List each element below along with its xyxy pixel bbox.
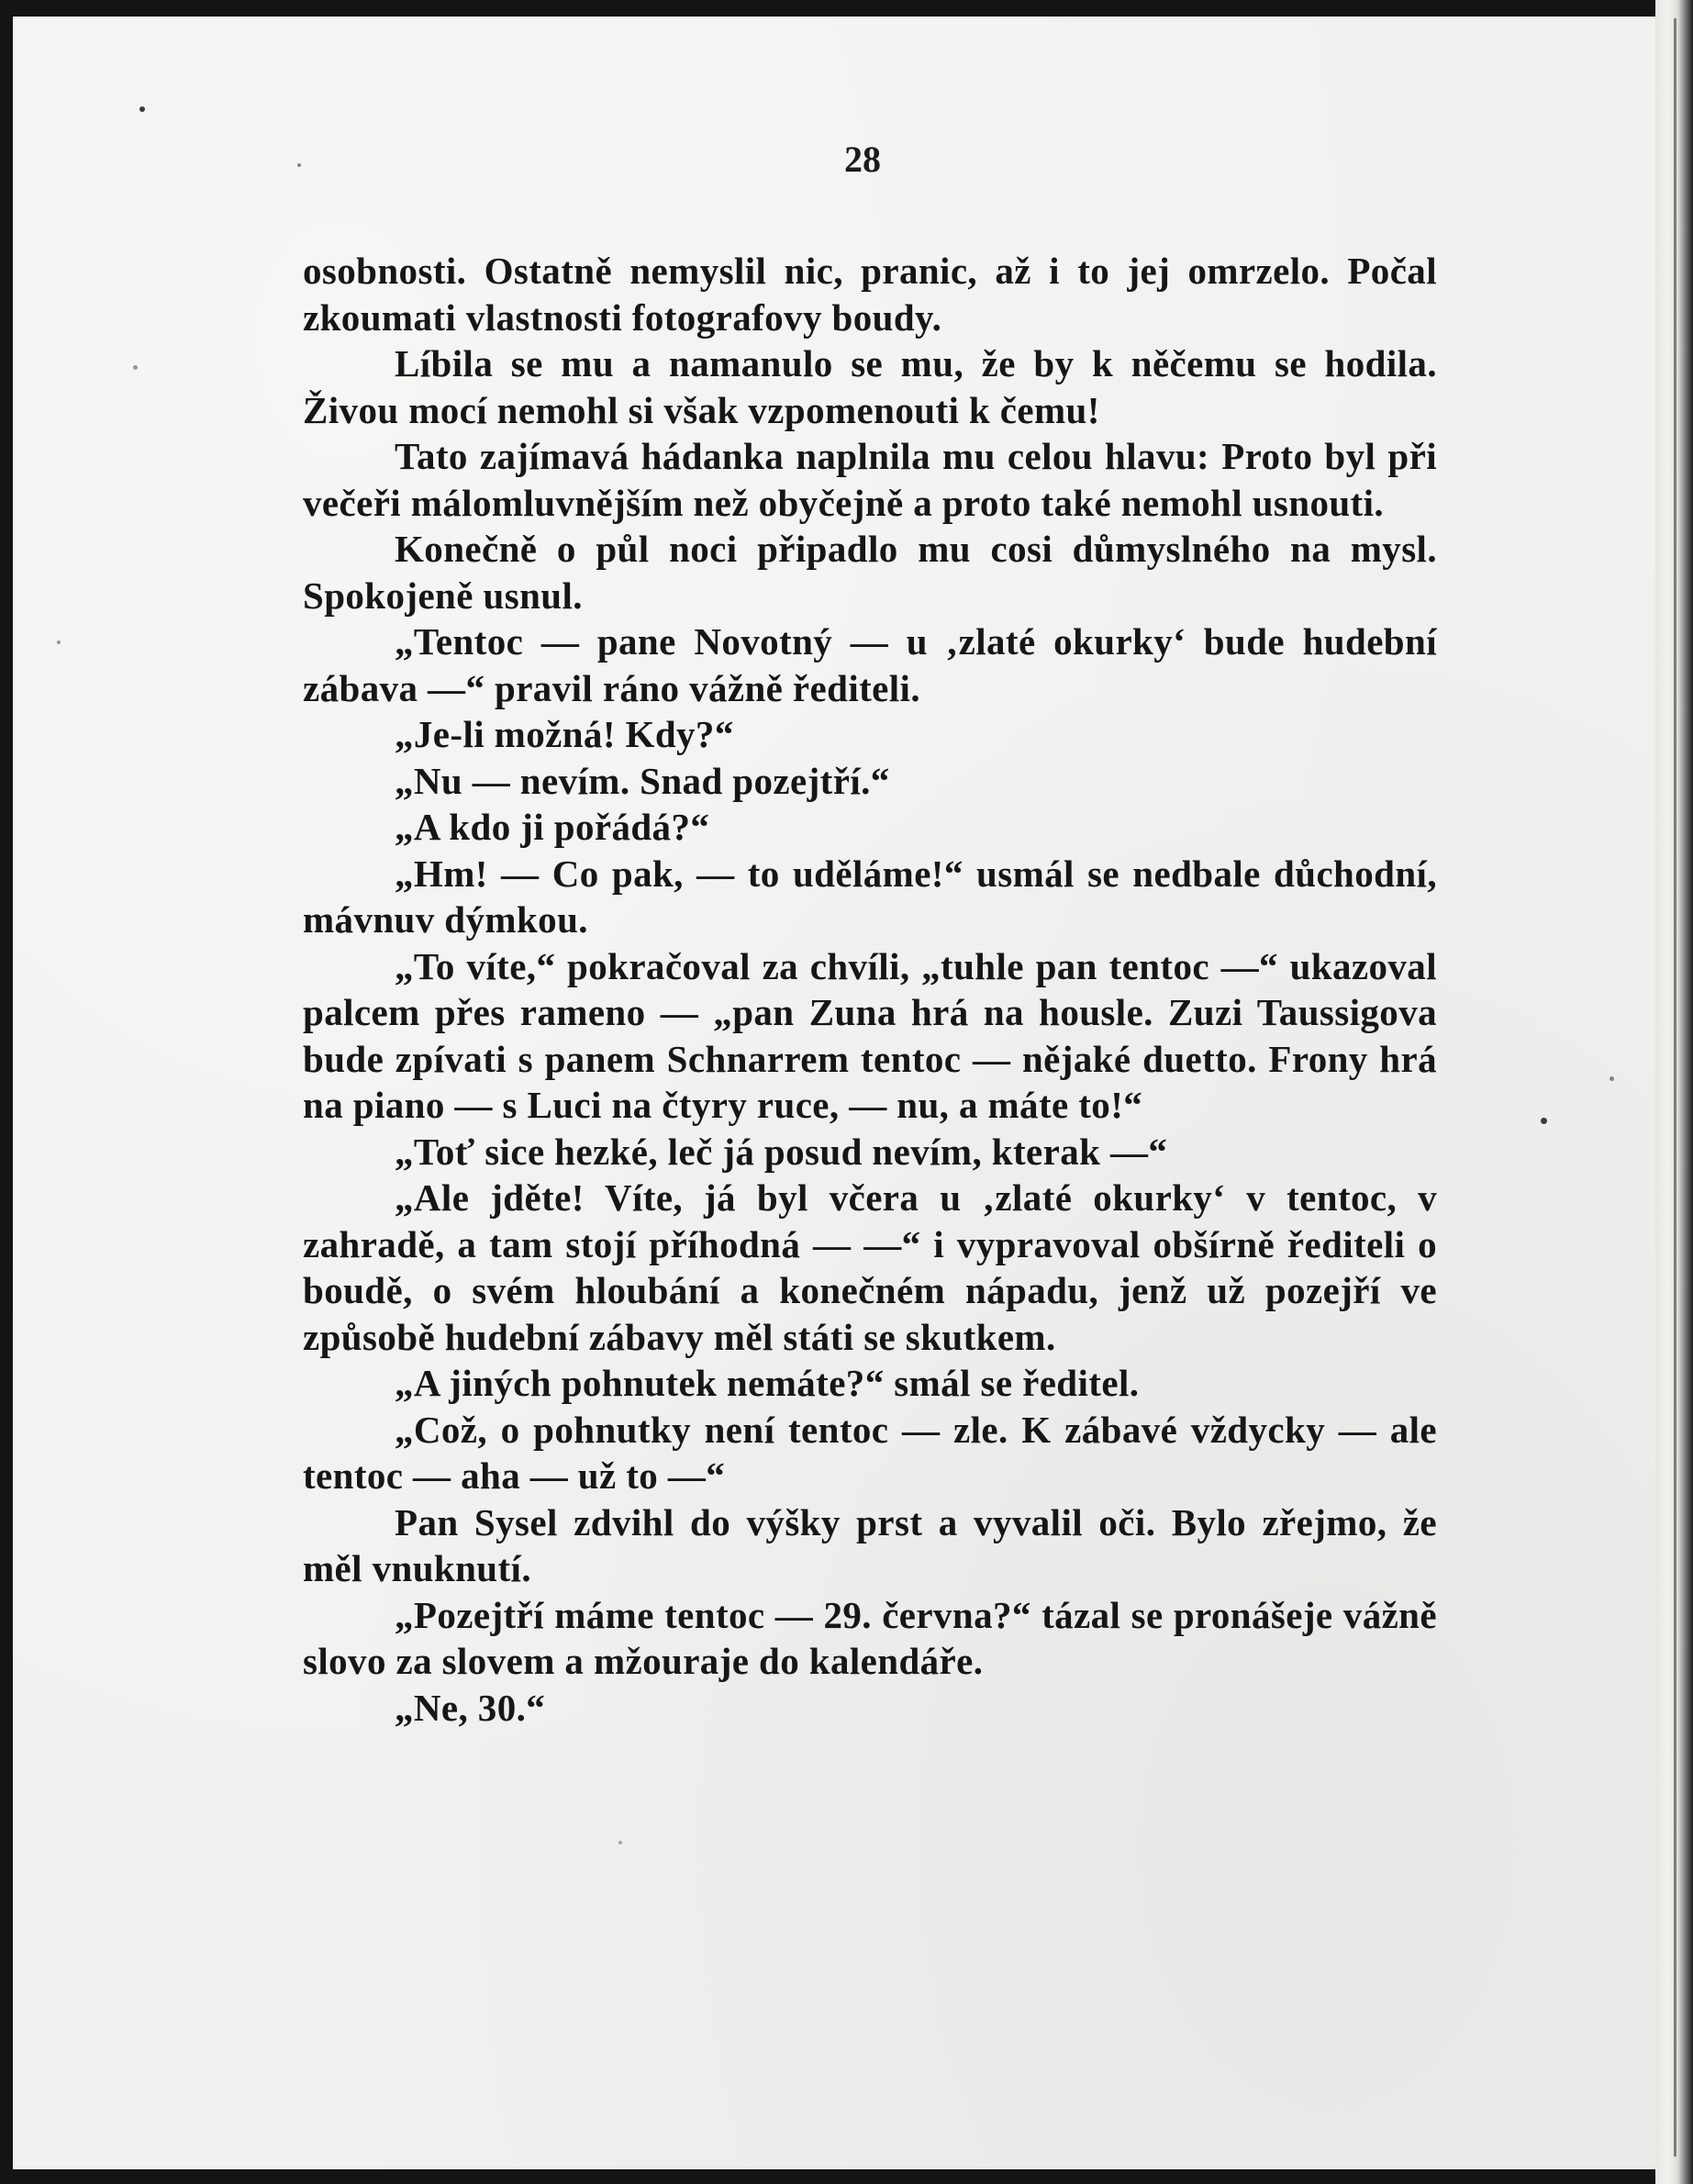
paragraph: „Ne, 30.“ bbox=[395, 1686, 546, 1729]
paragraph: osobnosti. Ostatně nemyslil nic, pranic, až i to jej omrzelo. Počal zkoumati vlastnosti fotografovy boudy. bbox=[303, 250, 1437, 339]
paragraph: Konečně o půl noci připadlo mu cosi důmyslného na mysl. Spokojeně usnul. bbox=[303, 528, 1437, 617]
dust-speck bbox=[1609, 1076, 1614, 1081]
paragraph: „Ale jděte! Víte, já byl včera u ‚zlaté okurky‘ v tentoc, v zahradě, a tam stojí příhodná — —“ i vypravoval obšírně řediteli o boudě, o svém hloubání a konečném nápadu, jenž už pozejří ve způsobě hudební zábavy měl státi se skutkem. bbox=[303, 1176, 1437, 1358]
paragraph: Tato zajímavá hádanka naplnila mu celou hlavu: Proto byl při večeři málomluvnějším než obyčejně a proto také nemohl usnouti. bbox=[303, 435, 1437, 524]
paragraph: „Nu — nevím. Snad pozejtří.“ bbox=[395, 759, 890, 802]
paragraph: Líbila se mu a namanulo se mu, že by k něčemu se hodila. Živou mocí nemohl si však vzpomenouti k čemu! bbox=[303, 342, 1437, 431]
body-text bbox=[303, 248, 1437, 1731]
paragraph: „Tentoc — pane Novotný — u ‚zlaté okurky‘ bude hudební zábava —“ pravil ráno vážně řediteli. bbox=[303, 620, 1437, 709]
page-number: 28 bbox=[844, 139, 881, 180]
paragraph: „Pozejtří máme tentoc — 29. června?“ tázal se pronášeje vážně slovo za slovem a mžouraje do kalendáře. bbox=[303, 1593, 1437, 1682]
paragraph: Pan Sysel zdvihl do výšky prst a vyvalil oči. Bylo zřejmo, že měl vnuknutí. bbox=[303, 1500, 1437, 1589]
paragraph: „To víte,“ pokračoval za chvíli, „tuhle pan tentoc —“ ukazoval palcem přes rameno — „pan Zuna hrá na housle. Zuzi Taussigova bude zpívati s panem Schnarrem tentoc — nějaké duetto. Frony hrá na piano — s Luci na čtyry ruce, — nu, a máte to!“ bbox=[303, 944, 1437, 1126]
dust-speck bbox=[1541, 1118, 1547, 1124]
paragraph: „Je-li možná! Kdy?“ bbox=[395, 713, 734, 755]
dust-speck bbox=[618, 1841, 622, 1844]
dust-speck bbox=[57, 641, 61, 644]
dust-speck bbox=[133, 365, 138, 370]
paragraph: „A jiných pohnutek nemáte?“ smál se ředitel. bbox=[395, 1362, 1140, 1404]
paragraph: „Toť sice hezké, leč já posud nevím, kterak —“ bbox=[395, 1130, 1168, 1173]
dust-speck bbox=[139, 106, 145, 112]
paragraph: „Což, o pohnutky není tentoc — zle. K zábavé vždycky — ale tentoc — aha — už to —“ bbox=[303, 1408, 1437, 1497]
paragraph: „Hm! — Co pak, — to uděláme!“ usmál se nedbale důchodní, mávnuv dýmkou. bbox=[303, 852, 1437, 941]
page-edge-line bbox=[1674, 18, 1676, 2156]
paragraph: „A kdo ji pořádá?“ bbox=[395, 806, 710, 848]
